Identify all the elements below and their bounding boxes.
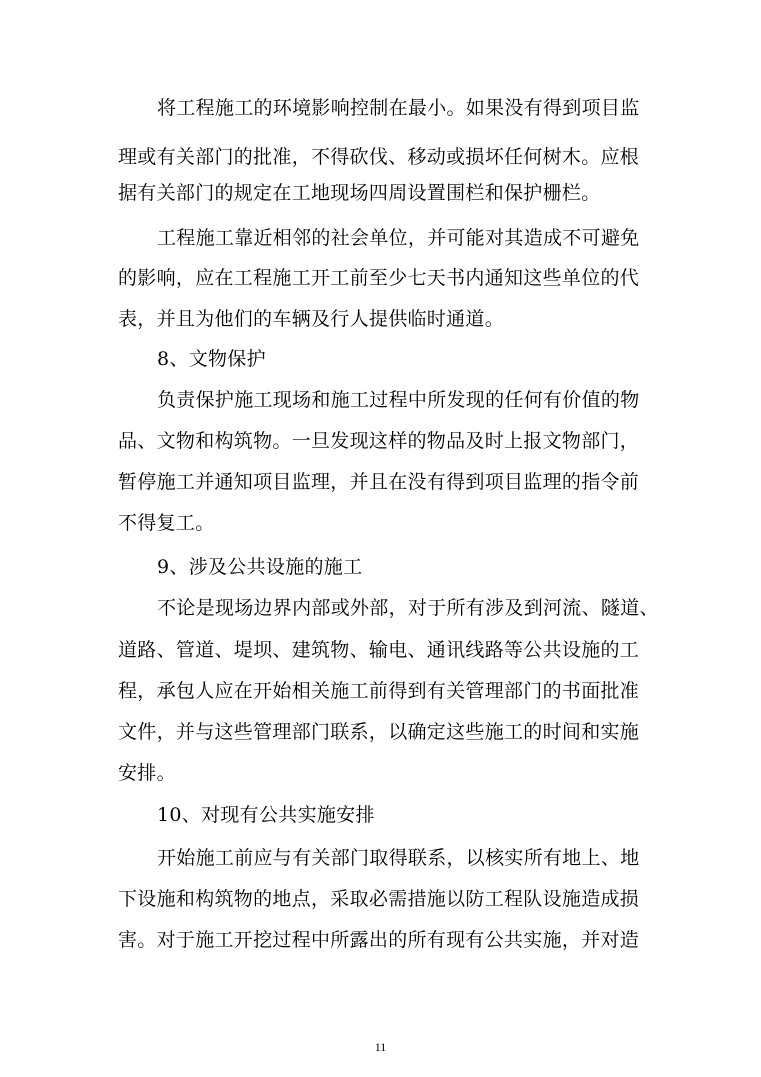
section-heading: 9、涉及公共设施的施工 <box>157 556 363 578</box>
section-heading: 10、对现有公共实施安排 <box>157 804 375 826</box>
paragraph-line: 安排。 <box>118 762 176 784</box>
paragraph-line: 的影响，应在工程施工开工前至少七天书内通知这些单位的代 <box>118 267 640 289</box>
section-heading: 8、文物保护 <box>157 348 266 370</box>
paragraph-line: 道路、管道、堤坝、建筑物、输电、通讯线路等公共设施的工 <box>118 639 640 661</box>
page-number: 11 <box>374 1040 387 1054</box>
paragraph-line: 下设施和构筑物的地点，采取必需措施以防工程队设施造成损 <box>118 888 640 910</box>
paragraph-line: 品、文物和构筑物。一旦发现这样的物品及时上报文物部门， <box>118 430 640 452</box>
paragraph-line: 不得复工。 <box>118 512 215 534</box>
paragraph-line: 理或有关部门的批准，不得砍伐、移动或损坏任何树木。应根 <box>118 146 640 168</box>
paragraph-line: 将工程施工的环境影响控制在最小。如果没有得到项目监 <box>157 97 640 119</box>
paragraph-line: 文件，并与这些管理部门联系，以确定这些施工的时间和实施 <box>118 721 640 743</box>
paragraph-line: 负责保护施工现场和施工过程中所发现的任何有价值的物 <box>157 389 640 411</box>
paragraph-line: 暂停施工并通知项目监理，并且在没有得到项目监理的指令前 <box>118 471 640 493</box>
paragraph-line: 表，并且为他们的车辆及行人提供临时通道。 <box>118 308 505 330</box>
paragraph-line: 不论是现场边界内部或外部，对于所有涉及到河流、隧道、 <box>157 597 659 619</box>
paragraph-line: 据有关部门的规定在工地现场四周设置围栏和保护栅栏。 <box>118 182 601 204</box>
paragraph-line: 工程施工靠近相邻的社会单位，并可能对其造成不可避免 <box>157 227 640 249</box>
paragraph-line: 程，承包人应在开始相关施工前得到有关管理部门的书面批准 <box>118 680 640 702</box>
paragraph-line: 开始施工前应与有关部门取得联系，以核实所有地上、地 <box>157 847 640 869</box>
paragraph-line: 害。对于施工开挖过程中所露出的所有现有公共实施，并对造 <box>118 929 640 951</box>
